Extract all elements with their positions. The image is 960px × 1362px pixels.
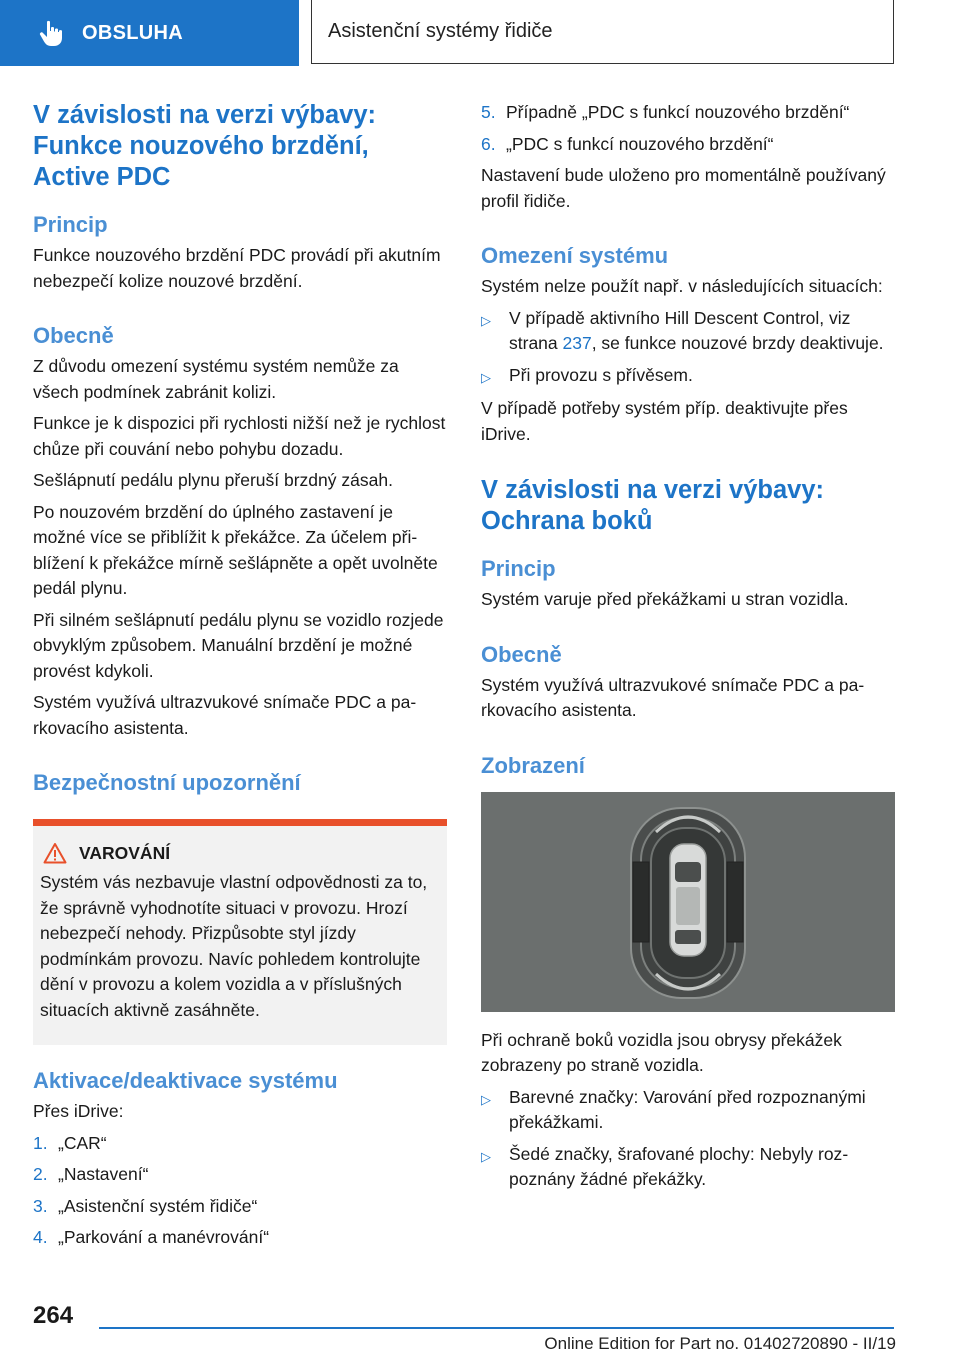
triangle-bullet-icon: ▷	[481, 1148, 491, 1164]
list-item	[481, 1085, 895, 1136]
edition-footer: Online Edition for Part no. 01402720890 - II/19	[544, 1334, 896, 1353]
display-text: Při ochraně boků vozidla jsou obrysy překážek zobrazeny po straně vozidla.	[481, 1029, 842, 1075]
display-heading: Zobrazení	[481, 752, 585, 778]
bullet-text: Šedé značky, šrafované plochy: Nebyly rozpoznány žádné překážky.	[509, 1143, 849, 1189]
list-item	[33, 1162, 447, 1188]
obecne-paragraph: Při silném sešlápnutí pedálu plynu se vozidlo rozjede obvyklým způsobem. Manuální brzdění je možné provést kdykoli.	[33, 609, 444, 681]
section-title: OBSLUHA	[82, 21, 183, 44]
obecne-heading-2: Obecně	[481, 641, 562, 667]
princip-heading: Princip	[33, 212, 108, 237]
bullet-text: Při provozu s přívěsem.	[509, 364, 693, 385]
saved-text: Nastavení bude uloženo pro momentálně používaný profil řidiče.	[481, 165, 886, 211]
triangle-bullet-icon: ▷	[481, 1091, 491, 1107]
step-text: „Asistenční systém řidiče“	[58, 1195, 258, 1216]
obecne-text-2: Systém využívá ultrazvukové snímače PDC a parkovacího asistenta.	[481, 674, 865, 720]
step-number: 4.	[33, 1227, 48, 1247]
warning-box	[33, 819, 447, 1045]
step-number: 3.	[33, 1195, 48, 1216]
bullet-text-part: , se funkce nouzové brzdy deaktivuje.	[591, 333, 884, 353]
list-item	[481, 100, 895, 126]
step-text: „Parkování a manévrování“	[58, 1227, 270, 1247]
footer-divider	[99, 1327, 894, 1329]
warning-triangle-icon	[43, 842, 67, 864]
step-text: „Nastavení“	[58, 1164, 149, 1184]
list-item	[481, 363, 895, 391]
hand-pointer-icon	[36, 18, 66, 48]
limits-heading: Omezení systému	[481, 243, 669, 268]
step-text: „CAR“	[58, 1132, 107, 1153]
chapter-box	[311, 0, 894, 64]
list-item	[33, 1225, 447, 1251]
princip-text: Funkce nouzového brzdění PDC provádí při akutním nebezpečí kolize nouzové brzdění.	[33, 245, 441, 291]
side-protection-illustration	[481, 792, 895, 1012]
obecne-paragraph: Z důvodu omezení systému systém nemůže za všech podmínek zabránit kolizi.	[33, 356, 399, 402]
obecne-heading: Obecně	[33, 323, 114, 348]
step-number: 2.	[33, 1164, 48, 1184]
step-text: „PDC s funkcí nouzového brzdění“	[506, 133, 774, 154]
triangle-bullet-icon: ▷	[481, 312, 491, 328]
list-item	[481, 1142, 895, 1193]
warning-title: VAROVÁNÍ	[79, 842, 171, 863]
left-column	[33, 100, 447, 1257]
section-tab	[0, 0, 299, 66]
article-title-2: V závislosti na verzi výbavy: Ochrana boků	[481, 476, 825, 535]
warning-title-row	[40, 842, 433, 864]
obecne-paragraph: Po nouzovém brzdění do úplného zastavení je možné více se přiblížit k překážce. Za účelem přiblížení k překážce mírně sešlápněte a opět uvolněte pedál plynu.	[33, 501, 438, 598]
princip-heading-2: Princip	[481, 556, 556, 581]
step-number: 6.	[481, 133, 496, 154]
obecne-paragraph: Systém využívá ultrazvukové snímače PDC a parkovacího asistenta.	[33, 692, 417, 738]
activation-heading: Aktivace/deaktivace systému	[33, 1068, 338, 1093]
princip-text-2: Systém varuje před překážkami u stran vozidla.	[481, 589, 849, 609]
right-column	[481, 100, 895, 1199]
list-item	[33, 1194, 447, 1220]
article-title: V závislosti na verzi výbavy: Funkce nouzového brzdění, Active PDC	[33, 101, 377, 191]
list-item	[33, 1131, 447, 1157]
page-number: 264	[33, 1302, 74, 1329]
step-text: Případně „PDC s funkcí nouzového brzdění“	[506, 102, 850, 122]
triangle-bullet-icon: ▷	[481, 369, 491, 385]
bullet-text-part: V případě aktivního Hill Descent Control, viz strana	[509, 307, 851, 353]
limits-intro: Systém nelze použít např. v následujících situacích:	[481, 276, 883, 296]
warning-text: Systém vás nezbavuje vlastní odpovědnosti za to, že správně vyhodnotíte situaci v provozu. Hrozí nebezpečí nehody. Přizpůsobte styl jízdy podmínkám provozu. Navíc pohledem kontrolujte dění v provozu a kolem vozidla a v příslušných situacích aktivně zasáhněte.	[40, 872, 428, 1020]
activation-intro: Přes iDrive:	[33, 1101, 124, 1121]
bullet-text	[509, 306, 895, 357]
safety-heading: Bezpečnostní upozornění	[33, 770, 301, 795]
obecne-paragraph: Funkce je k dispozici při rychlosti nižší než je rychlost chůze při couvání nebo pohybu dozadu.	[33, 413, 446, 459]
chapter-title: Asistenční systémy řidiče	[328, 20, 553, 42]
obecne-paragraph: Sešlápnutí pedálu plynu přeruší brzdný zásah.	[33, 470, 393, 490]
car-top-view-image	[481, 792, 895, 1012]
step-number: 5.	[481, 102, 496, 122]
bullet-text: Barevné značky: Varování před rozpoznanými překážkami.	[509, 1086, 866, 1132]
list-item	[481, 132, 895, 158]
page-link[interactable]: 237	[562, 333, 592, 353]
list-item	[481, 306, 895, 357]
deactivate-text: V případě potřeby systém příp. deaktivujte přes iDrive.	[481, 398, 848, 444]
step-number: 1.	[33, 1132, 48, 1153]
